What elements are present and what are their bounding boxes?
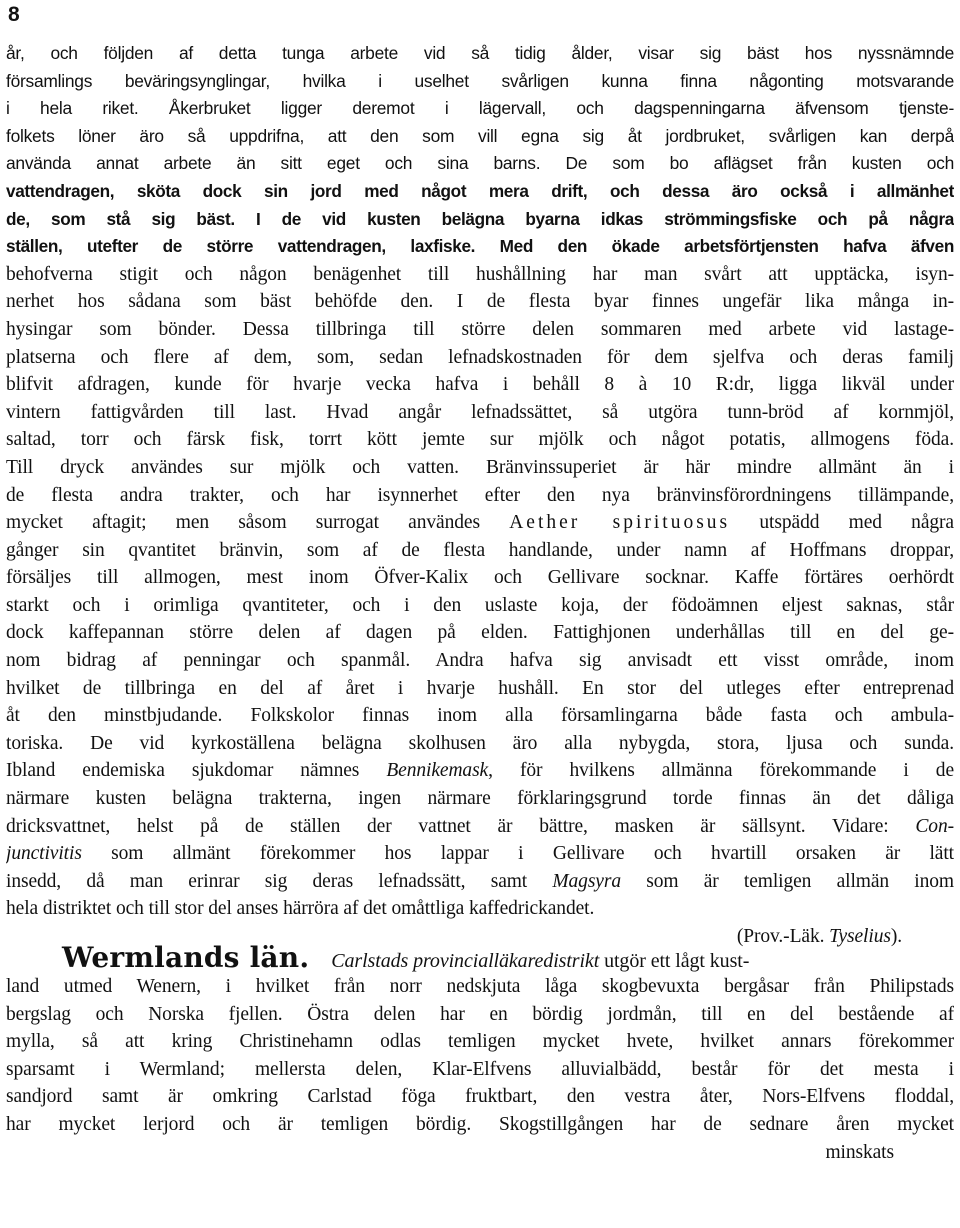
text-line: församlings beväringsynglingar, hvilka i uselhet svårligen kunna finna någonting motsvarande [6, 70, 954, 91]
text-line: de, som stå sig bäst. I de vid kusten belägna byarna idkas strömmingsfiske och på några [6, 208, 954, 229]
text-run: mycket aftagit; men såsom surrogat användes [6, 512, 510, 534]
text-line: närmare kusten belägna trakterna, ingen närmare förklaringsgrund torde finnas än det dåliga [6, 788, 954, 810]
text-line: platserna och flere af dem, som, sedan lefnadskostnaden för dem sjelfva och deras familj [6, 346, 954, 368]
text-run: dricksvattnet, helst på de ställen der vattnet är bättre, masken är sällsynt. Vidare: [6, 815, 916, 837]
text-run: insedd, då man erinrar sig deras lefnadssätt, samt [6, 870, 553, 892]
text-run: som allmänt förekommer hos lappar i Gellivare och hvartill orsaken är lätt [81, 843, 954, 865]
text-line: hela distriktet och till stor del anses härröra af det omåttliga kaffedrickandet. [6, 898, 595, 920]
text-line: sandjord samt är omkring Carlstad föga fruktbart, den vestra åter, Nors-Elfvens floddal, [6, 1086, 954, 1108]
text-line: land utmed Wenern, i hvilket från norr nedskjuta låga skogbevuxta bergåsar från Philipstads [6, 976, 954, 997]
text-run: Ibland endemiska sjukdomar nämnes [6, 760, 387, 782]
text-line: har mycket lerjord och är temligen bördig. Skogstillgången har de sednare åren mycket [6, 1113, 954, 1135]
text-run: , för hvilkens allmänna förekommande i de [488, 760, 954, 782]
text-line: åt den minstbjudande. Folkskolor finnas inom alla församlingarna både fasta och ambula- [6, 705, 954, 727]
district-name: Carlstads provincialläkaredistrikt [331, 950, 600, 972]
text-line: saltad, torr och färsk fisk, torrt kött jemte sur mjölk och något potatis, allmogens föda. [6, 429, 954, 451]
text-line: blifvit afdragen, kunde för hvarje vecka hafva i behåll 8 à 10 R:dr, ligga likväl under [6, 374, 954, 396]
text-line: behofverna stigit och någon benägenhet till hushållning har man svårt att upptäcka, isyn- [6, 263, 954, 285]
signature-suffix: ). [890, 926, 902, 947]
text-line: mylla, så att kring Christinehamn odlas temligen mycket hvete, hvilket annars förekommer [6, 1031, 954, 1053]
text-line [6, 868, 954, 896]
text-line: de flesta andra trakter, och har isynnerhet efter den nya bränvinsförordningens tillämpande, [6, 484, 954, 506]
text-line: folkets löner äro så uppdrifna, att den som vill egna sig åt jordbruket, svårligen kan derpå [6, 125, 954, 146]
text-line: nerhet hos sådana som bäst behöfde den. I de flesta byar finnes ungefär lika många in- [6, 291, 954, 313]
text-line: i hela riket. Åkerbruket ligger deremot i lägervall, och dagspenningarna äfvensom tjenste- [6, 98, 954, 119]
text-line: dock kaffepannan större delen af dagen på elden. Fattighjonen underhållas till en del ge- [6, 622, 954, 644]
emphasized-term: junctivitis [6, 843, 82, 865]
text-line [6, 757, 954, 785]
text-line [6, 840, 954, 868]
text-line: starkt och i orimliga qvantiteter, och i den uslaste koja, der födoämnen eljest saknas, står [6, 594, 954, 616]
emphasized-term: Aether spirituosus [509, 512, 731, 534]
text-line: ställen, utefter de större vattendragen, laxfiske. Med den ökade arbetsförtjensten hafva äfven [6, 236, 954, 257]
emphasized-term: Magsyra [552, 870, 622, 892]
text-run: som är temligen allmän inom [621, 870, 954, 892]
emphasized-term: Con- [915, 815, 954, 837]
text-line: hysingar som bönder. Dessa tillbringa till större delen sommaren med arbete vid lastage- [6, 318, 954, 340]
emphasized-term: Bennikemask [386, 760, 489, 782]
text-run: utspädd med några [730, 512, 954, 534]
text-line [6, 509, 954, 537]
text-line: toriska. De vid kyrkoställena belägna skolhusen äro alla nybygda, stora, ljusa och sunda. [6, 732, 954, 754]
section-heading: Wermlands län. [62, 943, 310, 973]
text-line: nom bidrag af penningar och spanmål. Andra hafva sig anvisadt ett visst område, inom [6, 650, 954, 672]
page-number: 8 [8, 3, 20, 26]
signature-name: Tyselius [829, 926, 891, 947]
text-line: vintern fattigvården till last. Hvad angår lefnadssättet, så utgöra tunn-bröd af kornmjöl, [6, 401, 954, 423]
body-text [6, 40, 954, 951]
section-wermland [6, 943, 954, 1166]
text-line: försäljes till allmogen, mest inom Öfver-Kalix och Gellivare socknar. Kaffe förtäres oerhördt [6, 567, 954, 589]
text-line: bergslag och Norska fjellen. Östra delen har en bördig jordmån, till en del bestående af [6, 1003, 954, 1025]
text-line: år, och följden af detta tunga arbete vid så tidig ålder, visar sig bäst hos nyssnämnde [6, 43, 954, 63]
catchword: minskats [825, 1141, 894, 1163]
text-line: vattendragen, sköta dock sin jord med något mera drift, och dessa äro också i allmänhet [6, 180, 954, 201]
section-first-line [6, 943, 954, 973]
section-first-line-rest: utgör ett lågt kust- [604, 950, 750, 972]
text-line: sparsamt i Wermland; mellersta delen, Klar-Elfvens alluvialbädd, består för det mesta i [6, 1058, 954, 1080]
text-line [6, 813, 954, 841]
text-line: använda annat arbete än sitt eget och sina barns. De som bo aflägset från kusten och [6, 153, 954, 174]
text-line: hvilket de tillbringa en del af året i hvarje hushåll. En stor del utleges efter entreprenad [6, 677, 954, 699]
text-line: Till dryck användes sur mjölk och vatten. Bränvinssuperiet är här mindre allmänt än i [6, 456, 954, 478]
text-line: gånger sin qvantitet bränvin, som af de flesta handlande, under namn af Hoffmans droppar, [6, 539, 954, 561]
signature-prefix: (Prov.-Läk. [736, 926, 830, 947]
